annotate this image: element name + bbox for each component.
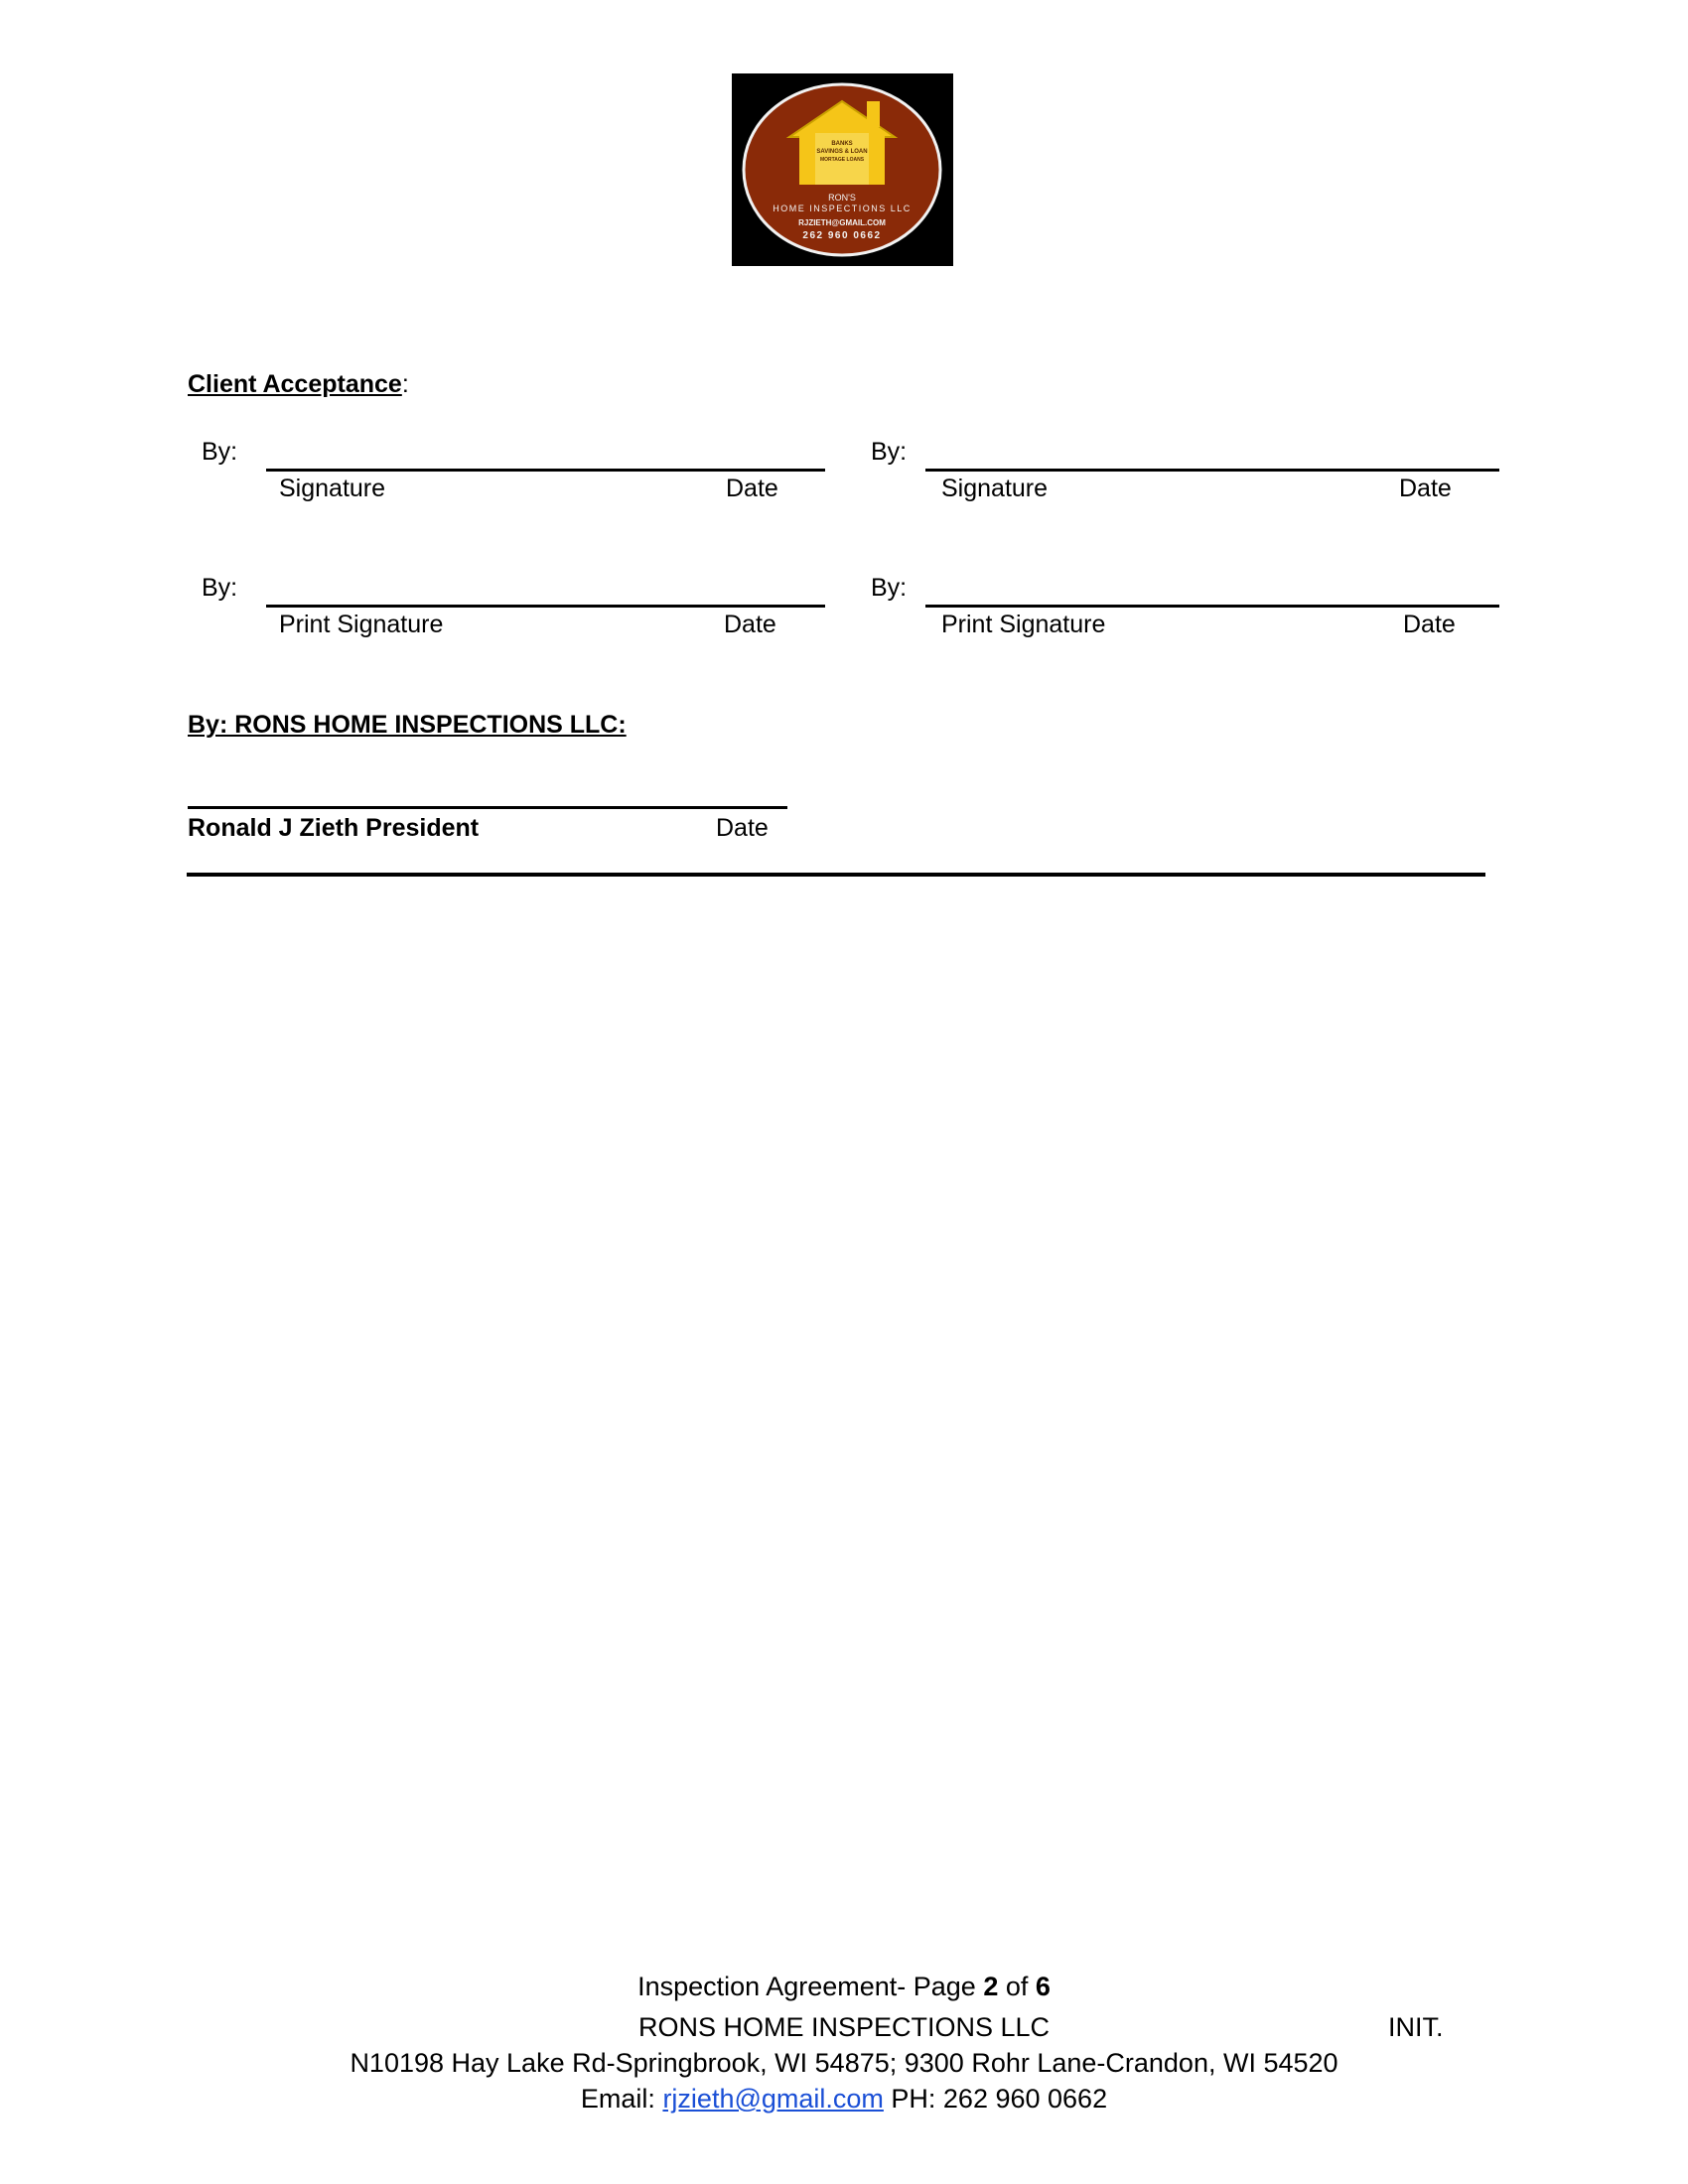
signature-label-2: Signature: [941, 475, 1049, 502]
company-section-title: By: RONS HOME INSPECTIONS LLC:: [188, 711, 627, 739]
footer-page-prefix: Inspection Agreement- Page: [637, 1972, 984, 2001]
footer-email-link[interactable]: rjzieth@gmail.com: [662, 2084, 884, 2114]
footer-contact: [0, 2084, 1688, 2115]
by-label-2: By:: [871, 438, 908, 466]
company-logo: [732, 73, 953, 266]
print-signature-line-2[interactable]: [925, 605, 1499, 608]
footer-email-prefix: Email:: [580, 2084, 663, 2114]
footer-page-current: 2: [983, 1972, 999, 2001]
by-label-1: By:: [202, 438, 238, 466]
signature-label-1: Signature: [279, 475, 386, 502]
date-label-4: Date: [1403, 611, 1456, 638]
footer-company-text: RONS HOME INSPECTIONS LLC: [637, 2012, 1051, 2042]
section-divider: [187, 873, 1485, 877]
footer-address-text: N10198 Hay Lake Rd-Springbrook, WI 54875; 9300 Rohr Lane-Crandon, WI 54520: [350, 2048, 1338, 2078]
date-label-1: Date: [726, 475, 778, 502]
date-label-2: Date: [1399, 475, 1452, 502]
by-label-3: By:: [202, 574, 238, 602]
print-signature-label-2: Print Signature: [941, 611, 1106, 638]
by-label-4: By:: [871, 574, 908, 602]
logo-text-rons: RON'S: [828, 193, 856, 203]
logo-text-mortgage: MORTAGE LOANS: [819, 157, 865, 163]
logo-text-banks: BANKS: [831, 141, 853, 147]
footer-page-total: 6: [1035, 1972, 1051, 2001]
signature-line-1[interactable]: [266, 469, 825, 472]
company-signer-name: Ronald J Zieth President: [188, 814, 480, 842]
logo-text-email: RJZIETH@GMAIL.COM: [798, 218, 886, 227]
date-label-3: Date: [724, 611, 776, 638]
company-section-heading: [188, 711, 627, 740]
client-acceptance-title: Client Acceptance: [188, 370, 402, 398]
print-signature-label-1: Print Signature: [279, 611, 444, 638]
company-signature-line[interactable]: [188, 806, 787, 809]
client-acceptance-heading: [188, 370, 409, 399]
logo-text-savings: SAVINGS & LOAN: [816, 149, 868, 155]
signature-line-2[interactable]: [925, 469, 1499, 472]
footer-page-info: [0, 1972, 1688, 2002]
footer-phone: PH: 262 960 0662: [883, 2084, 1108, 2114]
footer-init-label: INIT.: [1388, 2012, 1444, 2042]
footer-address: [0, 2048, 1688, 2079]
company-date-label: Date: [716, 814, 769, 842]
client-acceptance-colon: :: [401, 370, 409, 398]
logo-text-company: HOME INSPECTIONS LLC: [773, 204, 912, 213]
print-signature-line-1[interactable]: [266, 605, 825, 608]
logo-text-phone: 262 960 0662: [802, 230, 882, 241]
footer-page-of: of: [998, 1972, 1036, 2001]
logo-graphic: [732, 73, 953, 266]
